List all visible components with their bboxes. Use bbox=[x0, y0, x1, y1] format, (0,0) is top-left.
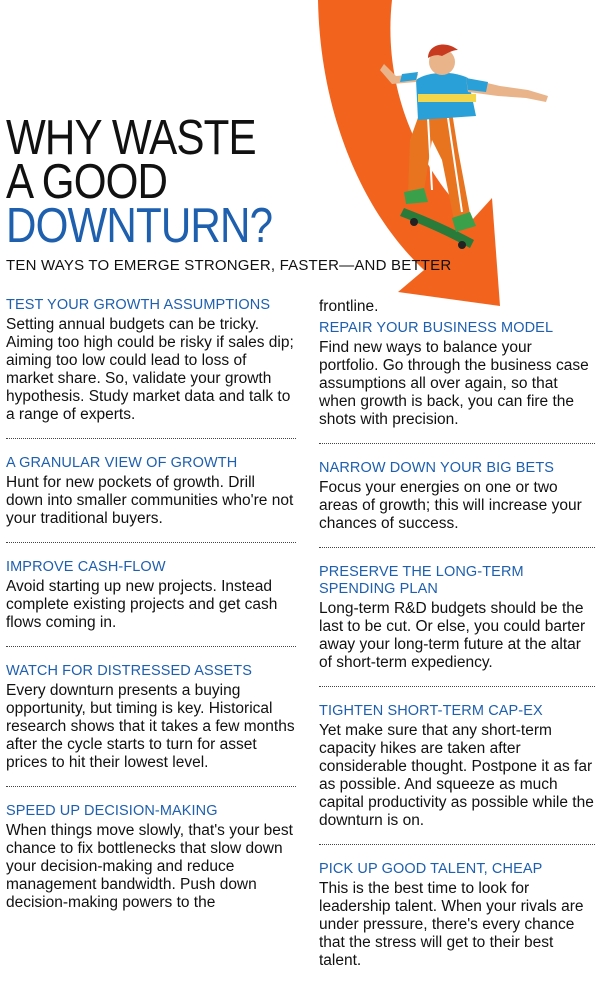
tip-item bbox=[6, 455, 296, 543]
tip-heading: REPAIR YOUR BUSINESS MODEL bbox=[319, 320, 554, 336]
page-title-line-1: WHY WASTE bbox=[6, 111, 256, 165]
tip-body: Long-term R&D budgets should be the last to be cut. Or else, you could barter away your long-term future at the altar of short-term expediency. bbox=[319, 600, 586, 671]
skater-head-icon bbox=[428, 44, 458, 75]
tip-body: Find new ways to balance your portfolio. Go through the business case assumptions all over again, so that when growth is back, you can fire the shots with precision. bbox=[319, 339, 589, 428]
tip-heading: SPEED UP DECISION-MAKING bbox=[6, 803, 218, 819]
tip-body: Hunt for new pockets of growth. Drill down into smaller communities who're not your traditional buyers. bbox=[6, 474, 294, 527]
tip-item bbox=[319, 861, 595, 984]
tip-item bbox=[6, 559, 296, 647]
tip-heading: TEST YOUR GROWTH ASSUMPTIONS bbox=[6, 297, 271, 313]
tip-item bbox=[6, 803, 296, 926]
tip-heading: IMPROVE CASH-FLOW bbox=[6, 559, 166, 575]
tip-heading: NARROW DOWN YOUR BIG BETS bbox=[319, 460, 555, 476]
tip-item bbox=[6, 297, 296, 439]
right-column bbox=[319, 298, 595, 1000]
tip-heading: WATCH FOR DISTRESSED ASSETS bbox=[6, 663, 253, 679]
page-title-line-2: A GOOD bbox=[6, 155, 168, 209]
page-subtitle: TEN WAYS TO EMERGE STRONGER, FASTER—AND BETTER bbox=[6, 257, 452, 274]
tip-body: Focus your energies on one or two areas of growth; this will increase your chances of success. bbox=[319, 479, 582, 532]
tip-continuation: frontline. bbox=[319, 298, 379, 315]
tip-body: This is the best time to look for leadership talent. When your rivals are under pressure, there's every chance that the stress will get to their best talent. bbox=[319, 880, 584, 969]
skater-torso-icon bbox=[380, 64, 548, 120]
tip-body: Yet make sure that any short-term capacity hikes are taken after considerable thought. Postpone it as far as possible. And squeeze as much capital productivity as possible while the downturn is on. bbox=[319, 722, 594, 829]
left-column bbox=[6, 297, 296, 942]
tip-item bbox=[319, 460, 595, 548]
tip-heading: PRESERVE THE LONG-TERM SPENDING PLAN bbox=[319, 564, 524, 597]
tip-body: Every downturn presents a buying opportunity, but timing is key. Historical research shows that it takes a few months after the cycle starts to turn for asset prices to hit their lowest level. bbox=[6, 682, 295, 771]
tip-body: Avoid starting up new projects. Instead complete existing projects and get cash flows coming in. bbox=[6, 578, 278, 631]
tip-heading: PICK UP GOOD TALENT, CHEAP bbox=[319, 861, 543, 877]
tip-item bbox=[319, 320, 595, 444]
tip-item bbox=[6, 663, 296, 787]
tip-heading: TIGHTEN SHORT-TERM CAP-EX bbox=[319, 703, 543, 719]
tip-item bbox=[319, 703, 595, 845]
tip-body: Setting annual budgets can be tricky. Aiming too high could be risky if sales dip; aiming too low could lead to loss of market share. So, validate your growth hypothesis. Study market data and talk to a range of experts. bbox=[6, 316, 294, 423]
tip-item bbox=[319, 564, 595, 687]
page-title-line-3: DOWNTURN? bbox=[6, 199, 273, 253]
tip-heading: A GRANULAR VIEW OF GROWTH bbox=[6, 455, 238, 471]
tip-body: When things move slowly, that's your best chance to fix bottlenecks that slow down your decision-making and reduce management bandwidth. Push down decision-making powers to the bbox=[6, 822, 293, 911]
